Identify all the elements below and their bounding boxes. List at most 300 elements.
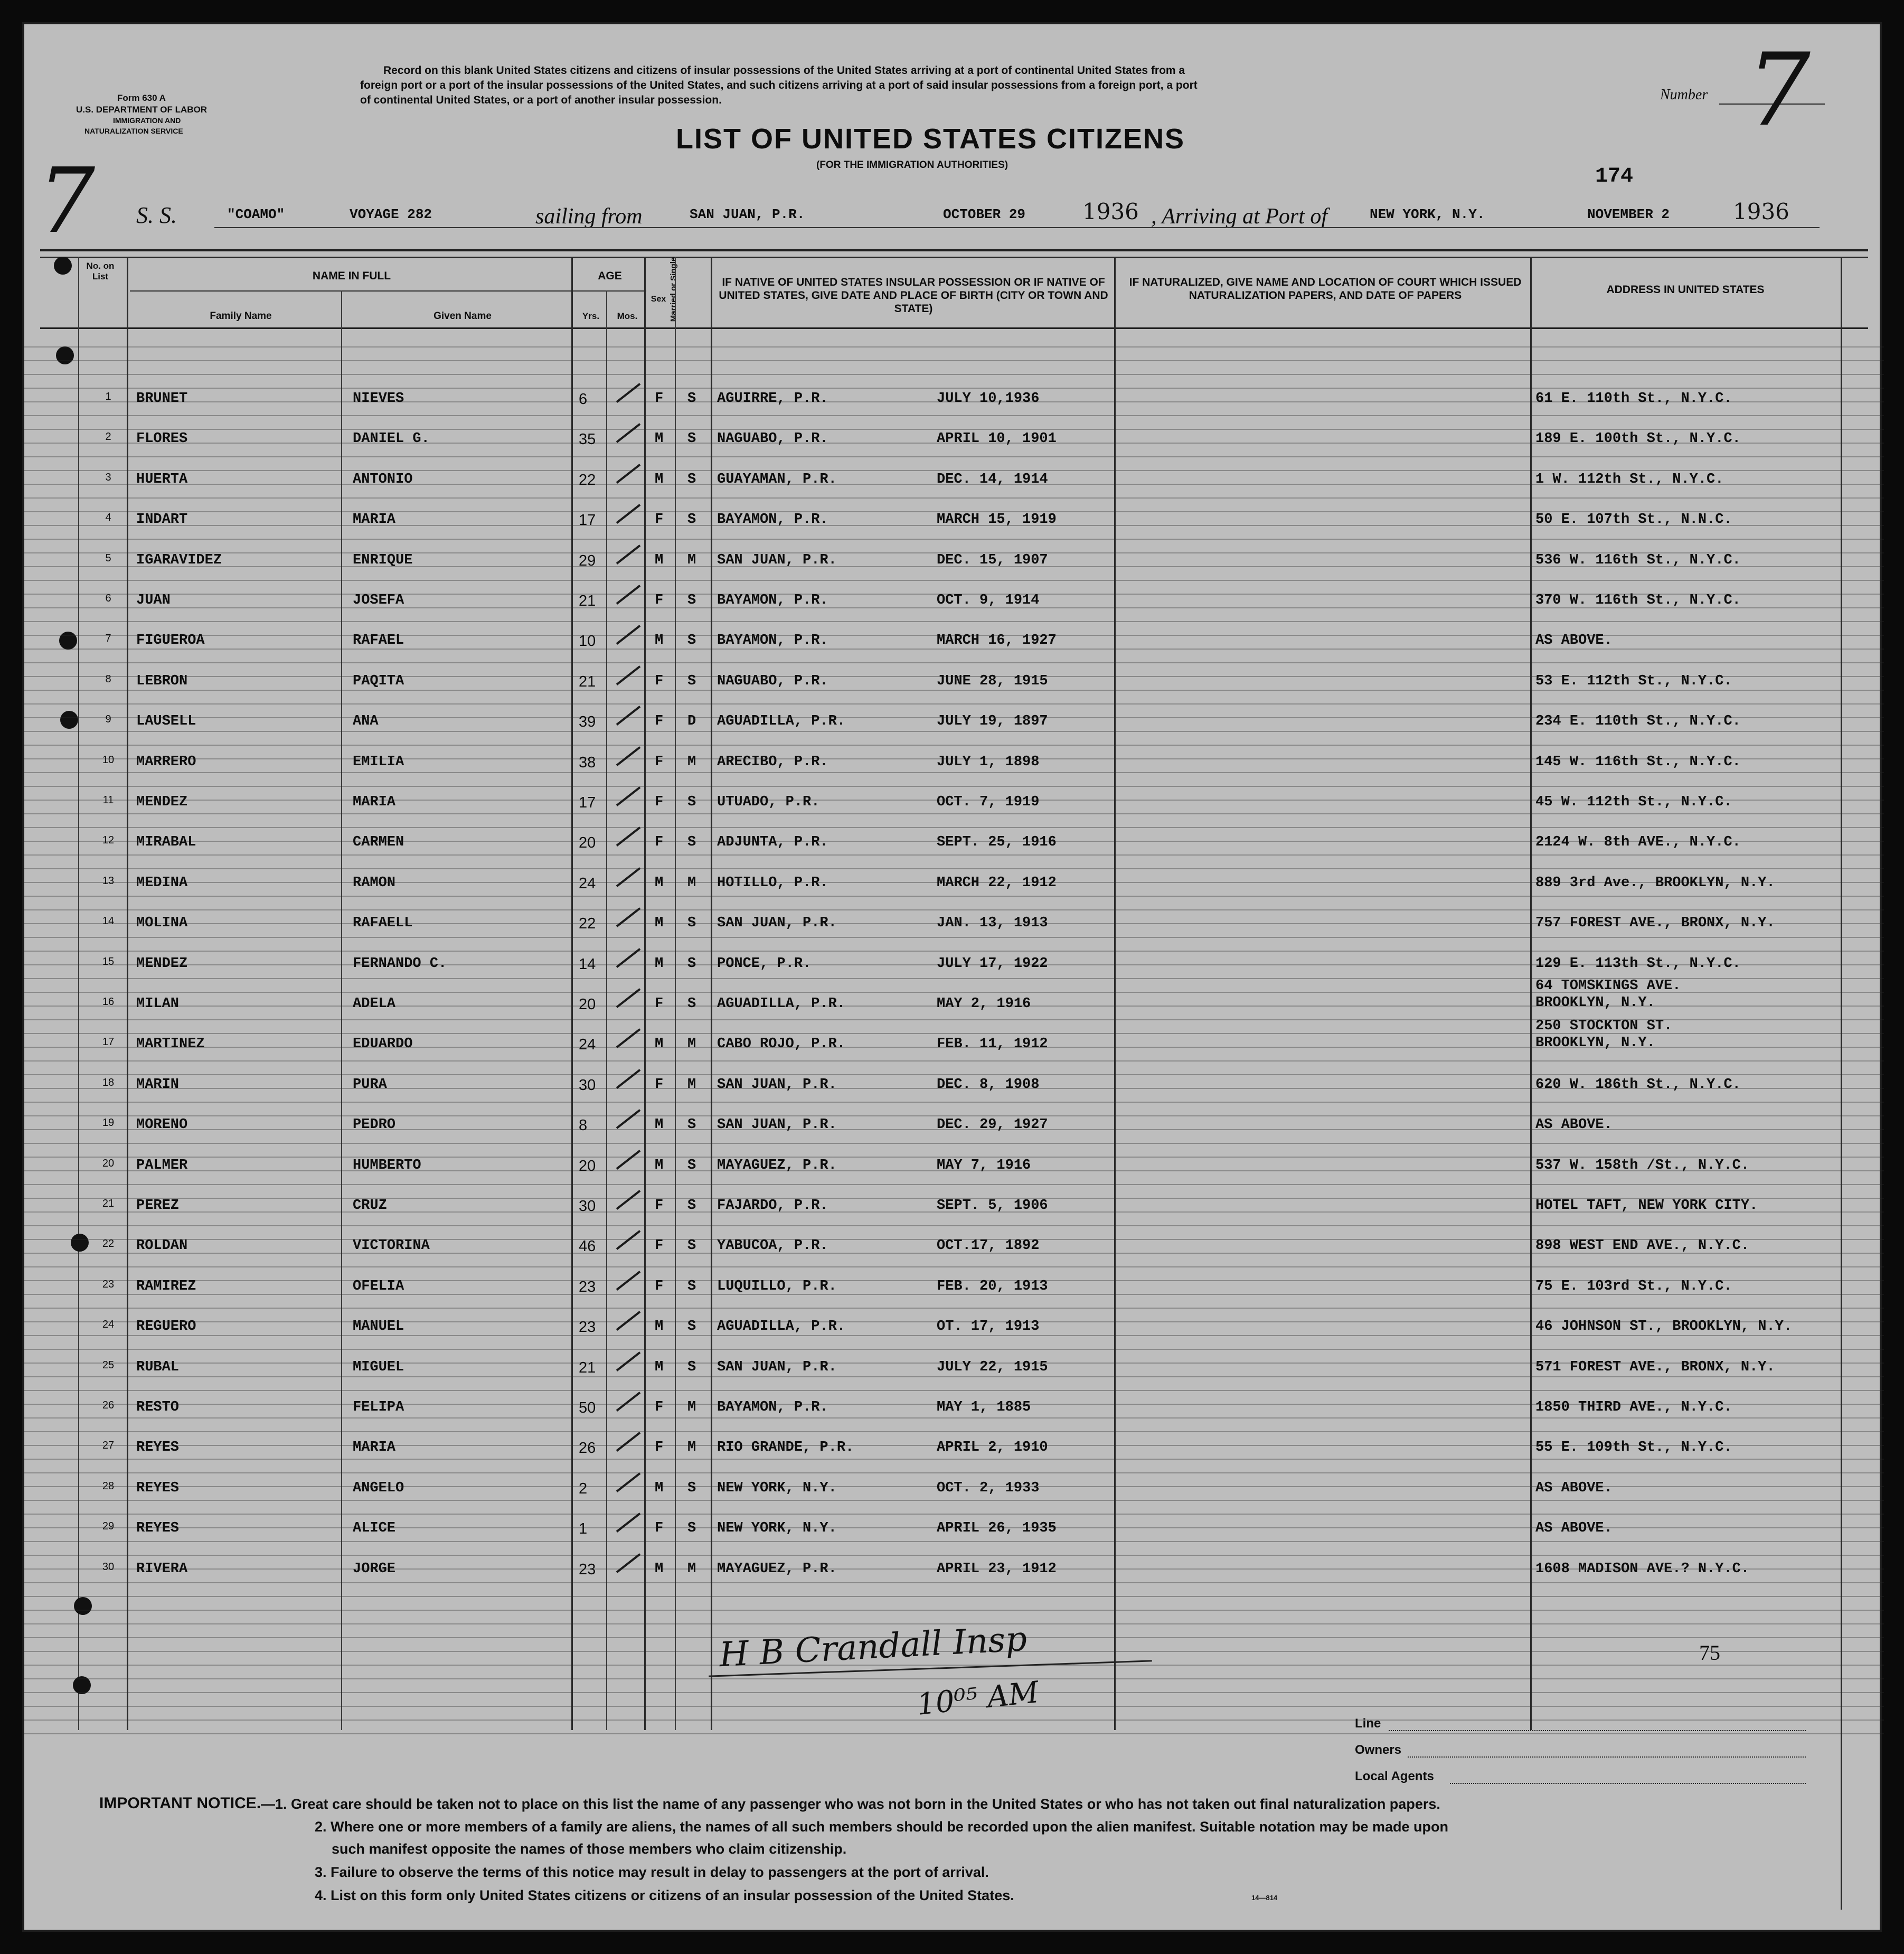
cell-birth-date: APRIL 2, 1910 (937, 1440, 1048, 1456)
cell-address-line-2: BROOKLYN, N.Y. (1535, 1035, 1655, 1051)
col-line (1114, 257, 1116, 1730)
cell-sex: F (655, 996, 664, 1012)
cell-sex: F (655, 1399, 664, 1415)
cell-no: 18 (102, 1076, 115, 1088)
cell-birth-place: NAGUABO, P.R. (717, 673, 828, 689)
cell-address: 189 E. 100th St., N.Y.C. (1535, 431, 1741, 447)
check-mark (616, 1069, 641, 1089)
cell-sex: M (655, 1157, 664, 1173)
cell-age-years: 21 (579, 1359, 596, 1376)
cell-birth-place: ARECIBO, P.R. (717, 754, 828, 770)
cell-address: 55 E. 109th St., N.Y.C. (1535, 1440, 1732, 1456)
cell-given-name: MIGUEL (353, 1359, 404, 1375)
cell-address: AS ABOVE. (1535, 1480, 1613, 1496)
page-subtitle: (FOR THE IMMIGRATION AUTHORITIES) (816, 159, 1008, 171)
cell-address: 53 E. 112th St., N.Y.C. (1535, 673, 1732, 689)
cell-address: 64 TOMSKINGS AVE. (1535, 978, 1681, 994)
cell-no: 20 (102, 1157, 115, 1169)
voyage-underline (214, 227, 1820, 228)
cell-sex: F (655, 794, 664, 810)
cell-marital-status: S (687, 1359, 696, 1375)
number-value: 7 (1747, 32, 1811, 148)
cell-family-name: MEDINA (136, 875, 188, 891)
cell-sex: M (655, 471, 664, 487)
cell-address: 536 W. 116th St., N.Y.C. (1535, 552, 1741, 568)
cell-given-name: EDUARDO (353, 1036, 413, 1053)
voyage-number: VOYAGE 282 (350, 206, 432, 222)
cell-birth-date: OCT. 9, 1914 (937, 593, 1040, 608)
cell-birth-date: MARCH 22, 1912 (937, 875, 1057, 891)
page-stamp: 174 (1595, 165, 1634, 189)
cell-address: 1608 MADISON AVE.? N.Y.C. (1535, 1561, 1750, 1577)
col-age: AGE (598, 270, 622, 282)
cell-family-name: FIGUEROA (136, 633, 205, 649)
cell-birth-place: GUAYAMAN, P.R. (717, 471, 837, 487)
cell-sex: F (655, 754, 664, 770)
cell-birth-place: MAYAGUEZ, P.R. (717, 1561, 837, 1577)
ruled-line (24, 456, 1884, 457)
cell-given-name: PAQITA (353, 673, 404, 689)
cell-address: 620 W. 186th St., N.Y.C. (1535, 1076, 1741, 1093)
cell-given-name: MARIA (353, 1440, 396, 1456)
cell-marital-status: S (687, 915, 696, 932)
ruled-line (24, 1582, 1884, 1583)
cell-birth-place: SAN JUAN, P.R. (717, 552, 837, 568)
ruled-line (24, 1225, 1884, 1226)
check-mark (616, 464, 641, 484)
cell-given-name: FELIPA (353, 1399, 404, 1415)
check-mark (616, 1150, 641, 1170)
cell-no: 13 (102, 875, 115, 887)
cell-address: 2124 W. 8th AVE., N.Y.C. (1535, 834, 1741, 851)
cell-birth-place: HOTILLO, P.R. (717, 875, 828, 891)
ruled-line (24, 360, 1884, 361)
cell-sex: M (655, 1036, 664, 1053)
cell-no: 21 (102, 1198, 115, 1209)
cell-marital-status: M (687, 1440, 696, 1456)
cell-no: 23 (102, 1278, 115, 1290)
arrive-date: NOVEMBER 2 (1587, 206, 1670, 222)
binder-hole (56, 346, 74, 364)
cell-given-name: EMILIA (353, 754, 404, 770)
cell-birth-place: BAYAMON, P.R. (717, 593, 828, 608)
col-birth: IF NATIVE OF UNITED STATES INSULAR POSSESSION OR IF NATIVE OF UNITED STATES, GIVE DATE AND PLACE OF BIRTH (CITY OR TOWN AND STATE) (719, 276, 1108, 315)
cell-no: 27 (102, 1440, 115, 1452)
cell-sex: F (655, 1278, 664, 1294)
cell-family-name: REYES (136, 1440, 180, 1456)
check-mark (616, 504, 641, 524)
ruled-line (24, 1596, 1884, 1597)
department: U.S. DEPARTMENT OF LABOR (76, 105, 208, 115)
cell-given-name: ANTONIO (353, 471, 413, 487)
cell-marital-status: S (687, 1198, 696, 1214)
col-name-in-full: NAME IN FULL (312, 270, 391, 282)
to-port: NEW YORK, N.Y. (1370, 206, 1485, 222)
ruled-line (24, 1431, 1884, 1432)
agents-field (1450, 1783, 1806, 1784)
ruled-line (24, 1459, 1884, 1460)
cell-no: 19 (102, 1117, 115, 1129)
cell-sex: F (655, 713, 664, 730)
col-given-name: Given Name (433, 311, 492, 322)
cell-birth-place: AGUADILLA, P.R. (717, 996, 846, 1012)
left-margin-mark: 7 (38, 149, 96, 253)
cell-no: 9 (105, 713, 111, 726)
instruction-line-2: foreign port or a port of the insular possessions of the United States, and such citizens arriving at a port of said insular possessions from a foreign port, a port (360, 79, 1198, 91)
check-mark (616, 1432, 641, 1452)
cell-given-name: ALICE (353, 1520, 396, 1537)
cell-address: 46 JOHNSON ST., BROOKLYN, N.Y. (1535, 1319, 1793, 1335)
cell-birth-date: FEB. 11, 1912 (937, 1036, 1048, 1053)
col-no: No. on List (86, 261, 115, 281)
cell-birth-date: SEPT. 25, 1916 (937, 834, 1057, 851)
cell-family-name: LEBRON (136, 673, 188, 689)
cell-family-name: REGUERO (136, 1319, 196, 1335)
cell-marital-status: M (687, 1561, 696, 1577)
cell-marital-status: D (687, 713, 696, 730)
cell-birth-date: OCT.17, 1892 (937, 1238, 1040, 1254)
service-line-1: IMMIGRATION AND (113, 116, 181, 125)
cell-age-years: 21 (579, 673, 596, 690)
cell-address: 129 E. 113th St., N.Y.C. (1535, 955, 1741, 972)
cell-birth-place: CABO ROJO, P.R. (717, 1036, 846, 1053)
cell-birth-date: OCT. 2, 1933 (937, 1480, 1040, 1496)
cell-birth-place: NEW YORK, N.Y. (717, 1520, 837, 1537)
cell-no: 8 (105, 673, 111, 685)
cell-age-years: 50 (579, 1399, 596, 1416)
cell-no: 25 (102, 1359, 115, 1371)
cell-marital-status: S (687, 955, 696, 972)
cell-family-name: RIVERA (136, 1561, 188, 1577)
ruled-line (24, 1060, 1884, 1061)
cell-family-name: MILAN (136, 996, 180, 1012)
cell-family-name: IGARAVIDEZ (136, 552, 222, 568)
cell-birth-place: ADJUNTA, P.R. (717, 834, 828, 851)
col-married: Married or Single (669, 257, 678, 322)
cell-marital-status: S (687, 834, 696, 851)
cell-birth-date: JULY 17, 1922 (937, 955, 1048, 972)
cell-age-years: 10 (579, 633, 596, 650)
cell-marital-status: S (687, 593, 696, 608)
ruled-line (24, 937, 1884, 938)
cell-marital-status: S (687, 1117, 696, 1133)
cell-given-name: MARIA (353, 512, 396, 528)
cell-family-name: INDART (136, 512, 188, 528)
col-naturalized: IF NATURALIZED, GIVE NAME AND LOCATION OF COURT WHICH ISSUED NATURALIZATION PAPERS, AND DATE OF PAPERS (1129, 276, 1522, 302)
cell-age-years: 24 (579, 875, 596, 892)
col-yrs: Yrs. (582, 311, 600, 321)
cell-sex: M (655, 1480, 664, 1496)
ruled-line (24, 1143, 1884, 1144)
cell-address: 757 FOREST AVE., BRONX, N.Y. (1535, 915, 1775, 932)
cell-age-years: 6 (579, 391, 588, 408)
ruled-line (24, 1308, 1884, 1309)
number-label: Number (1660, 87, 1708, 103)
cell-family-name: MENDEZ (136, 955, 188, 972)
ruled-line (24, 896, 1884, 897)
cell-no: 3 (105, 471, 111, 483)
cell-address: 571 FOREST AVE., BRONX, N.Y. (1535, 1359, 1775, 1375)
cell-sex: F (655, 1076, 664, 1093)
cell-birth-place: SAN JUAN, P.R. (717, 1359, 837, 1375)
cell-no: 22 (102, 1238, 115, 1250)
ruled-line (24, 731, 1884, 732)
cell-marital-status: M (687, 552, 696, 568)
cell-address: 370 W. 116th St., N.Y.C. (1535, 593, 1741, 608)
cell-no: 29 (102, 1520, 115, 1533)
cell-birth-date: JULY 10,1936 (937, 391, 1040, 407)
cell-address: 537 W. 158th /St., N.Y.C. (1535, 1157, 1750, 1173)
cell-no: 11 (102, 794, 114, 806)
cell-age-years: 29 (579, 552, 596, 569)
cell-birth-date: JUNE 28, 1915 (937, 673, 1048, 689)
agents-label: Local Agents (1355, 1769, 1434, 1783)
cell-no: 26 (102, 1399, 115, 1411)
cell-birth-date: APRIL 23, 1912 (937, 1561, 1057, 1577)
cell-address: 61 E. 110th St., N.Y.C. (1535, 391, 1732, 407)
cell-sex: F (655, 834, 664, 851)
cell-birth-date: JAN. 13, 1913 (937, 915, 1048, 932)
cell-no: 5 (105, 552, 111, 564)
cell-family-name: MARTINEZ (136, 1036, 205, 1053)
cell-family-name: MARRERO (136, 754, 196, 770)
line-field (1389, 1730, 1806, 1731)
cell-sex: F (655, 1238, 664, 1254)
cell-birth-date: DEC. 8, 1908 (937, 1076, 1040, 1093)
cell-address: 889 3rd Ave., BROOKLYN, N.Y. (1535, 875, 1775, 891)
cell-family-name: RESTO (136, 1399, 180, 1415)
cell-given-name: DANIEL G. (353, 431, 430, 447)
check-mark (616, 1553, 641, 1573)
table-top-border-2 (40, 257, 1868, 258)
cell-age-years: 23 (579, 1278, 596, 1295)
col-family-name: Family Name (210, 311, 272, 322)
cell-sex: F (655, 1198, 664, 1214)
cell-sex: F (655, 593, 664, 608)
cell-address: HOTEL TAFT, NEW YORK CITY. (1535, 1198, 1758, 1214)
cell-birth-date: SEPT. 5, 1906 (937, 1198, 1048, 1214)
col-line (78, 257, 79, 1730)
ruled-line (24, 868, 1884, 869)
notice-4: 4. List on this form only United States citizens or citizens of an insular possession of the United States. (315, 1887, 1014, 1903)
check-mark (616, 907, 641, 927)
owners-label: Owners (1355, 1743, 1402, 1757)
ruled-line (24, 1102, 1884, 1103)
ruled-line (24, 827, 1884, 828)
ruled-line (24, 1115, 1884, 1116)
ruled-line (24, 1720, 1884, 1721)
cell-given-name: PURA (353, 1076, 387, 1093)
ruled-line (24, 1733, 1884, 1734)
binder-hole (74, 1597, 92, 1615)
cell-no: 6 (105, 593, 111, 604)
notice-3: 3. Failure to observe the terms of this notice may result in delay to passengers at the port of arrival. (315, 1864, 989, 1880)
ruled-line (24, 662, 1884, 663)
cell-age-years: 2 (579, 1480, 588, 1497)
binder-hole (71, 1234, 89, 1252)
cell-age-years: 8 (579, 1117, 588, 1134)
cell-address: 898 WEST END AVE., N.Y.C. (1535, 1238, 1750, 1254)
cell-sex: M (655, 955, 664, 972)
cell-age-years: 22 (579, 471, 596, 489)
check-mark (616, 827, 641, 847)
cell-family-name: FLORES (136, 431, 188, 447)
cell-marital-status: M (687, 1036, 696, 1053)
ruled-line (24, 1390, 1884, 1391)
cell-given-name: ADELA (353, 996, 396, 1012)
cell-age-years: 23 (579, 1319, 596, 1336)
cell-family-name: REYES (136, 1520, 180, 1537)
cell-birth-place: AGUADILLA, P.R. (717, 1319, 846, 1335)
cell-address: 1850 THIRD AVE., N.Y.C. (1535, 1399, 1732, 1415)
cell-marital-status: S (687, 1278, 696, 1294)
cell-birth-date: MAY 7, 1916 (937, 1157, 1031, 1173)
cell-given-name: VICTORINA (353, 1238, 430, 1254)
cell-family-name: MENDEZ (136, 794, 188, 810)
cell-sex: F (655, 391, 664, 407)
check-mark (616, 786, 641, 806)
check-mark (616, 1109, 641, 1129)
cell-given-name: FERNANDO C. (353, 955, 447, 972)
cell-marital-status: S (687, 1480, 696, 1496)
cell-address: 50 E. 107th St., N.N.C. (1535, 512, 1732, 528)
cell-birth-place: BAYAMON, P.R. (717, 512, 828, 528)
cell-sex: M (655, 875, 664, 891)
cell-age-years: 1 (579, 1520, 588, 1538)
check-mark (616, 1351, 641, 1371)
cell-no: 2 (105, 431, 111, 443)
cell-no: 30 (102, 1561, 115, 1573)
cell-marital-status: S (687, 1238, 696, 1254)
sailing-label: sailing from (535, 204, 643, 229)
binder-hole (54, 257, 72, 275)
ruled-line (24, 786, 1884, 787)
cell-family-name: PALMER (136, 1157, 188, 1173)
cell-age-years: 30 (579, 1076, 596, 1094)
col-line (1530, 257, 1532, 1730)
cell-marital-status: S (687, 431, 696, 447)
instruction-line-1: Record on this blank United States citizens and citizens of insular possessions of the United States arriving at a port of continental United States from a (383, 64, 1185, 77)
cell-family-name: JUAN (136, 593, 171, 608)
col-line (571, 257, 573, 1730)
cell-family-name: LAUSELL (136, 713, 196, 730)
cell-no: 10 (102, 754, 115, 766)
cell-no: 7 (105, 633, 111, 645)
ruled-line (24, 1472, 1884, 1473)
ruled-line (24, 1417, 1884, 1418)
cell-family-name: HUERTA (136, 471, 188, 487)
check-mark (616, 665, 641, 685)
cell-age-years: 39 (579, 713, 596, 731)
check-mark (616, 544, 641, 565)
cell-family-name: REYES (136, 1480, 180, 1496)
cell-family-name: BRUNET (136, 391, 188, 407)
cell-birth-place: UTUADO, P.R. (717, 794, 820, 810)
cell-address: AS ABOVE. (1535, 1117, 1613, 1133)
manifest-sheet (22, 22, 1882, 1932)
cell-birth-date: FEB. 20, 1913 (937, 1278, 1048, 1294)
cell-birth-place: AGUIRRE, P.R. (717, 391, 828, 407)
cell-family-name: ROLDAN (136, 1238, 188, 1254)
notice-1: —1. Great care should be taken not to place on this list the name of any passenger who was not born in the United States or who has not taken out final naturalization papers. (261, 1796, 1440, 1812)
cell-marital-status: S (687, 391, 696, 407)
cell-age-years: 21 (579, 593, 596, 609)
cell-address: 145 W. 116th St., N.Y.C. (1535, 754, 1741, 770)
col-sex: Sex (651, 295, 666, 304)
form-code: 14—814 (1251, 1894, 1278, 1902)
cell-sex: M (655, 552, 664, 568)
ruled-line (24, 854, 1884, 856)
age-subheader-line (573, 290, 646, 292)
check-mark (616, 1513, 641, 1533)
cell-given-name: RAMON (353, 875, 396, 891)
ruled-line (24, 1500, 1884, 1501)
cell-birth-place: YABUCOA, P.R. (717, 1238, 828, 1254)
arrive-year: 1936 (1733, 199, 1789, 224)
ruled-line (24, 1184, 1884, 1185)
ss-label: S. S. (136, 202, 177, 228)
cell-birth-date: APRIL 26, 1935 (937, 1520, 1057, 1537)
cell-marital-status: S (687, 1157, 696, 1173)
cell-address: 234 E. 110th St., N.Y.C. (1535, 713, 1741, 730)
name-subheader-line (130, 290, 573, 292)
ruled-line (24, 621, 1884, 622)
cell-marital-status: M (687, 754, 696, 770)
cell-sex: M (655, 633, 664, 649)
cell-birth-date: JULY 22, 1915 (937, 1359, 1048, 1375)
cell-address-line-2: BROOKLYN, N.Y. (1535, 995, 1655, 1011)
cell-age-years: 35 (579, 431, 596, 448)
cell-birth-date: JULY 19, 1897 (937, 713, 1048, 730)
cell-no: 17 (102, 1036, 115, 1048)
cell-sex: M (655, 431, 664, 447)
cell-marital-status: M (687, 1399, 696, 1415)
arriving-label: , Arriving at Port of (1151, 204, 1328, 229)
cell-no: 28 (102, 1480, 115, 1492)
cell-no: 14 (102, 915, 115, 927)
cell-birth-place: NAGUABO, P.R. (717, 431, 828, 447)
cell-given-name: CARMEN (353, 834, 404, 851)
cell-no: 12 (102, 834, 115, 847)
cell-family-name: MARIN (136, 1076, 180, 1093)
cell-age-years: 24 (579, 1036, 596, 1054)
cell-birth-place: SAN JUAN, P.R. (717, 1076, 837, 1093)
cell-age-years: 17 (579, 512, 596, 529)
ruled-line (24, 703, 1884, 704)
ruled-line (24, 1541, 1884, 1542)
arrival-time: 10⁰⁵ AM (915, 1675, 1041, 1722)
cell-family-name: MIRABAL (136, 834, 196, 851)
cell-marital-status: S (687, 1319, 696, 1335)
cell-family-name: MORENO (136, 1117, 188, 1133)
cell-no: 15 (102, 955, 115, 967)
inspector-signature: H B Crandall Insp (718, 1619, 1028, 1675)
cell-given-name: MARIA (353, 794, 396, 810)
cell-age-years: 46 (579, 1238, 596, 1255)
ruled-line (24, 470, 1884, 471)
cell-given-name: NIEVES (353, 391, 404, 407)
cell-no: 24 (102, 1319, 115, 1331)
cell-birth-place: NEW YORK, N.Y. (717, 1480, 837, 1496)
cell-marital-status: S (687, 1520, 696, 1537)
cell-given-name: ENRIQUE (353, 552, 413, 568)
cell-address: 75 E. 103rd St., N.Y.C. (1535, 1278, 1732, 1294)
cell-sex: F (655, 512, 664, 528)
passenger-count: 75 (1699, 1641, 1720, 1665)
cell-address: 1 W. 112th St., N.Y.C. (1535, 471, 1724, 487)
cell-marital-status: S (687, 512, 696, 528)
cell-address: 250 STOCKTON ST. (1535, 1018, 1673, 1035)
